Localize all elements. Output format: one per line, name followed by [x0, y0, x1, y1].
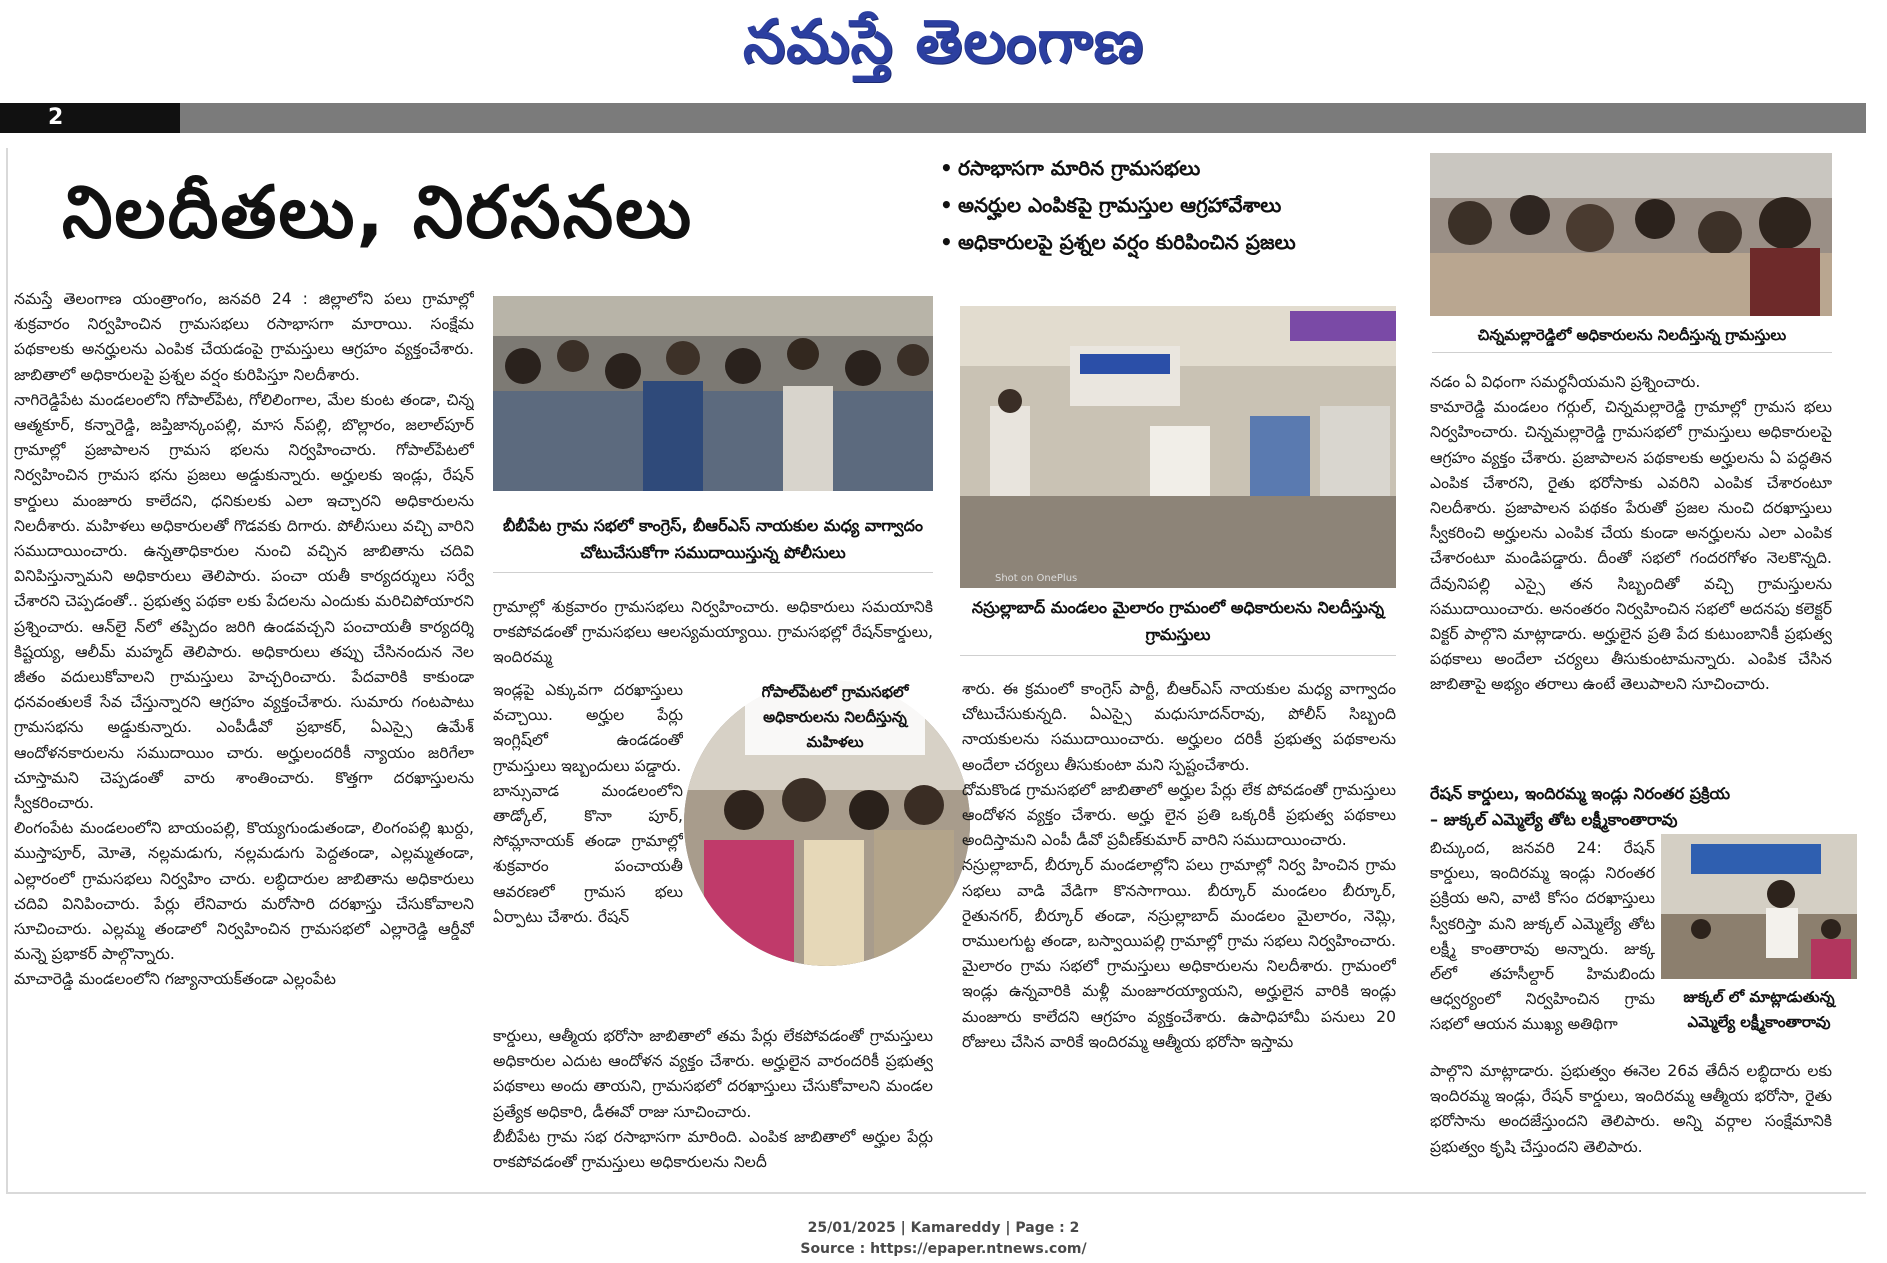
page-number-tab: 2	[0, 103, 180, 133]
caption-bibipet: బీబీపేట గ్రామ సభలో కాంగ్రెస్, బీఆర్‌ఎస్ నాయకుల మధ్య వాగ్వాదం చోటుచేసుకోగా సముదాయిస్తున్న పోలీసులు	[502, 516, 923, 562]
article-column-4-bottom	[1430, 1059, 1832, 1187]
paragraph: కామారెడ్డి మండలం గర్గుల్, చిన్నమల్లారెడ్డి గ్రామాల్లో గ్రామస భలు నిర్వహించారు. చిన్నమల్లారెడ్డి గ్రామసభలో గ్రామస్తులు అధికారులపై ఆగ్రహం వ్యక్తం చేశారు. ప్రజాపాలన పథకాలకు అర్హులను ఏ పద్ధతిన ఎంపిక చేశారని, రైతు భరోసాకు ఎవరిని ఎంపిక చేశారంటూ నిలదీశారు. ప్రజాపాలన పథకం పేరుతో ప్రజల నుంచి దరఖాస్తులు స్వీకరించి అర్హులను ఎంపిక చేయ కుండా అనర్హులను ఎలా ఎంపిక చేశారంటూ మండిపడ్డారు. దీంతో సభలో గందరగోళం నెలకొన్నది. దేవునిపల్లి ఎస్సై తన సిబ్బందితో వచ్చి గ్రామస్తులను సముదాయించారు. అనంతరం నిర్వహించిన సభలో అదనపు కలెక్టర్ విక్టర్ పాల్గొని మాట్లాడారు. అర్హులైన ప్రతి పేద కుటుంబానికీ ప్రభుత్వ పథకాలు అందేలా చర్యలు తీసుకుంటామన్నారు. ఎంపిక చేసిన జాబితాపై అభ్యం తరాలు ఉంటే తెలుపాలని సూచించారు.	[1430, 398, 1832, 694]
deck-item: • అధికారులపై ప్రశ్నల వర్షం కురిపించిన ప్రజలు	[940, 230, 1296, 254]
footer-edition: 25/01/2025 | Kamareddy | Page : 2	[807, 1220, 1080, 1236]
paragraph: నడం ఏ విధంగా సమర్థనీయమని ప్రశ్నించారు.	[1430, 373, 1701, 391]
footer-source: Source : https://epaper.ntnews.com/	[800, 1241, 1087, 1257]
article-column-2-narrow	[493, 678, 683, 1023]
deck-item: • రసాభాసగా మారిన గ్రామసభలు	[940, 156, 1201, 180]
article-column-2-top	[493, 595, 933, 675]
paragraph: బాన్సువాడ మండలంలోని తాడ్కోల్, కొనా పూర్, సోమ్లానాయక్ తండా గ్రామాల్లో శుక్రవారం పంచాయతీ ఆవరణలో గ్రామస భలు ఏర్పాటు చేశారు. రేషన్	[493, 781, 683, 926]
article-column-4-narrow	[1430, 836, 1655, 1056]
paragraph: నమస్తే తెలంగాణ యంత్రాంగం, జనవరి 24 : జిల్లాలోని పలు గ్రామాల్లో శుక్రవారం నిర్వహించిన గ్రామసభలు రసాభాసగా మారాయి. సంక్షేమ పథకాలకు అనర్హులను ఎంపిక చేయడంపై గ్రామస్తులు ఆగ్రహం వ్యక్తంచేశారు. జాబితాలో అధికారులపై ప్రశ్నల వర్షం కురిపిస్తూ నిలదీశారు.	[14, 290, 474, 384]
paragraph: గ్రామాల్లో శుక్రవారం గ్రామసభలు నిర్వహించారు. అధికారులు సమయానికి రాకపోవడంతో గ్రామసభలు ఆలస్యమయ్యాయి. గ్రామసభల్లో రేషన్‌కార్డులు, ఇందిరమ్మ	[493, 598, 933, 667]
paragraph: బిచ్కుంద, జనవరి 24: రేషన్ కార్డులు, ఇందిరమ్మ ఇండ్లు నిరంతర ప్రక్రియ అని, వాటి కోసం దరఖాస్తులు స్వీకరిస్తా మని జుక్కల్ ఎమ్మెల్యే తోట లక్ష్మీ కాంతారావు అన్నారు. జుక్క ల్‌లో తహసీల్దార్ హిమబిందు ఆధ్వర్యంలో నిర్వహించిన గ్రామ సభలో ఆయన ముఖ్య అతిథిగా	[1430, 839, 1655, 1034]
caption-gopalpet: గోపాల్‌పేటలో గ్రామసభలో అధికారులను నిలదీస్తున్న మహిళలు	[745, 680, 925, 755]
headline: నిలదీతలు, నిరసనలు	[62, 170, 694, 254]
article-subhead: రేషన్ కార్డులు, ఇందిరమ్మ ఇండ్లు నిరంతర ప్రక్రియ	[1430, 784, 1731, 803]
paragraph: దోమకొండ గ్రామసభలో జాబితాలో అర్హుల పేర్లు లేక పోవడంతో గ్రామస్తులు ఆందోళన వ్యక్తం చేశారు. అర్హు లైన ప్రతి ఒక్కరికీ ప్రభుత్వ పథకాలు అందిస్తామని ఎంపీ డీవో ప్రవీణ్‌కుమార్ వారిని సముదాయించారు.	[962, 780, 1396, 850]
photo-mylaram	[960, 306, 1396, 588]
paragraph: మాచారెడ్డి మండలంలోని గజ్యానాయక్‌తండా ఎల్లంపేట	[14, 970, 336, 989]
paragraph: కార్డులు, ఆత్మీయ భరోసా జాబితాలో తమ పేర్లు లేకపోవడంతో గ్రామస్తులు అధికారుల ఎదుట ఆందోళన వ్యక్తం చేశారు. అర్హులైన వారందరికీ ప్రభుత్వ పథకాలు అందు తాయని, గ్రామసభలో దరఖాస్తులు చేసుకోవాలని మండల ప్రత్యేక అధికారి, డీఈవో రాజు సూచించారు.	[493, 1027, 933, 1121]
page-frame-left	[6, 148, 8, 1192]
photo-watermark: Shot on OnePlus	[995, 573, 1078, 584]
photo-jukkal-mla	[1661, 834, 1857, 979]
article-column-2-bottom	[493, 1024, 933, 1186]
paragraph: పాల్గొని మాట్లాడారు. ప్రభుత్వం ఈనెల 26వ తేదీన లబ్ధిదారు లకు ఇందిరమ్మ ఇండ్లు, రేషన్ కార్డులు, ఇందిరమ్మ ఆత్మీయ భరోసా, రైతు భరోసాను అందజేస్తుందని తెలిపారు. అన్ని వర్గాల సంక్షేమానికి ప్రభుత్వం కృషి చేస్తుందని తెలిపారు.	[1430, 1062, 1832, 1156]
deck	[940, 150, 1405, 272]
article-column-3	[962, 677, 1396, 1187]
deck-item: • అనర్హుల ఎంపికపై గ్రామస్తుల ఆగ్రహావేశాలు	[940, 193, 1282, 217]
header-bar	[0, 103, 1866, 133]
caption-rule	[493, 572, 933, 573]
masthead: నమస్తే తెలంగాణ	[742, 7, 1145, 77]
paragraph: శారు. ఈ క్రమంలో కాంగ్రెస్ పార్టీ, బీఆర్‌ఎస్ నాయకుల మధ్య వాగ్వాదం చోటుచేసుకున్నది. ఏఎస్సై మధుసూదన్‌రావు, పోలీస్ సిబ్బంది నాయకులను సముదాయించారు. అర్హులం దరికీ ప్రభుత్వ పథకాలను అందేలా చర్యలు తీసుకుంటా మని స్పష్టంచేశారు.	[962, 680, 1396, 774]
article-byline: – జుక్కల్ ఎమ్మెల్యే తోట లక్ష్మీకాంతారావు	[1430, 810, 1678, 829]
footer	[0, 1218, 1887, 1260]
article-column-4-top	[1430, 370, 1832, 780]
caption-chinnamallareddy: చిన్నమల్లారెడ్డిలో అధికారులను నిలదీస్తున్న గ్రామస్తులు	[1477, 326, 1787, 344]
photo-chinnamallareddy	[1430, 153, 1832, 316]
paragraph: ఇండ్లపై ఎక్కువగా దరఖాస్తులు వచ్చాయి. అర్హుల పేర్లు ఇంగ్లిష్‌లో ఉండడంతో గ్రామస్తులు ఇబ్బందులు పడ్డారు.	[493, 681, 683, 775]
paragraph: నస్రుల్లాబాద్, బీర్కూర్ మండలాల్లోని పలు గ్రామాల్లో నిర్వ హించిన గ్రామ సభలు వాడి వేడిగా కొనసాగాయి. బీర్కూర్ మండలం బీర్కూర్, రైతునగర్, బీర్కూర్ తండా, నస్రుల్లాబాద్ మండలం మైలారం, నెమ్లి, రాములగుట్ట తండా, బస్వాయిపల్లి గ్రామాల్లో గ్రామ సభలు నిర్వహించారు. మైలారం గ్రామ సభలో గ్రామస్తులు అధికారులను నిలదీశారు. గ్రామంలో ఇండ్లు ఉన్నవారికి మళ్లీ మంజూరయ్యాయని, అర్హులైన వారికి ఇండ్లు మంజూరు కాలేదని ఆగ్రహం వ్యక్తంచేశారు. ఉపాధిహామీ పనులు 20 రోజులు చేసిన వారికే ఇందిరమ్మ ఆత్మీయ భరోసా ఇస్తామ	[962, 856, 1396, 1051]
photo-bibipet	[493, 296, 933, 491]
caption-mylaram: నస్రుల్లాబాద్ మండలం మైలారం గ్రామంలో అధికారులను నిలదీస్తున్న గ్రామస్తులు	[971, 598, 1385, 644]
caption-rule	[1432, 352, 1832, 353]
paragraph: లింగంపేట మండలంలోని బాయంపల్లి, కొయ్యగుండుతండా, లింగంపల్లి ఖుర్దు, ముస్తాపూర్, మోతె, నల్లమడుగు, నల్లమడుగు పెద్దతండా, ఎల్లమ్మతండా, ఎల్లారంలో గ్రామసభలు నిర్వహిం చారు. లబ్ధిదారుల జాబితాను అధికారులు చదివి వినిపించారు. పేర్లు లేనివారు మరోసారి దరఖాస్తు చేసుకోవాలని సూచించారు. ఎల్లమ్మ తండాలో నిర్వహించిన గ్రామసభలో ఎల్లారెడ్డి ఆర్డీవో మన్నె ప్రభాకర్ పాల్గొన్నారు.	[14, 819, 474, 964]
article-column-1	[14, 287, 474, 1187]
caption-rule	[960, 655, 1396, 656]
paragraph: నాగిరెడ్డిపేట మండలంలోని గోపాల్‌పేట, గోలిలింగాల, మేల కుంట తండా, చిన్న ఆత్మకూర్, కన్నారెడ్డి, జప్తిజాన్కంపల్లి, మాస న్‌పల్లి, బొల్లారం, జలాల్‌పూర్ గ్రామాల్లో ప్రజాపాలన గ్రామస భలను నిర్వహించారు. గోపాల్‌పేటలో నిర్వహించిన గ్రామస భను ప్రజలు అడ్డుకున్నారు. అర్హులకు ఇండ్లు, రేషన్ కార్డులు మంజూరు కాలేదని, ధనికులకు ఎలా ఇచ్చారని అధికారులను నిలదీశారు. మహిళలు అధికారులతో గొడవకు దిగారు. పోలీసులు వచ్చి వారిని సముదాయించారు. ఉన్నతాధికారుల నుంచి వచ్చిన జాబితాను చదివి వినిపిస్తున్నామని అధికారులు తెలిపారు. పంచా యతీ కార్యదర్శులు సర్వే చేశారని చెప్పడంతో.. ప్రభుత్వ పథకా లకు పేదలను ఎందుకు మరిచిపోయారని ప్రశ్నించారు. ఆన్‌లై న్‌లో తప్పిదం జరిగి ఉండవచ్చని పంచాయతీ కార్యదర్శి కిష్టయ్య, ఆలీమ్ మహ్మద్ తెలిపారు. అధికారులు తప్పు చేసినందున నెల జీతం వదులుకోవాలని గ్రామస్తులు హెచ్చరించారు. పేదవారికి కాకుండా ధనవంతులకే సేవ చేస్తున్నారని ఆగ్రహం వ్యక్తంచేశారు. సుమారు గంటపాటు గ్రామసభను అడ్డుకున్నారు. ఎంపీడీవో ప్రభాకర్, ఏఎస్సై ఉమేశ్ ఆందోళనకారులను సముదాయిం చారు. అర్హులందరికీ న్యాయం జరిగేలా చూస్తామని చెప్పడంతో వారు శాంతించారు. కొత్తగా దరఖాస్తులను స్వీకరించారు.	[14, 390, 474, 813]
page-frame-bottom	[6, 1192, 1866, 1194]
caption-jukkal-mla: జుక్కల్ లో మాట్లాడుతున్న ఎమ్మెల్యే లక్ష్మీకాంతారావు	[1683, 988, 1835, 1031]
paragraph: బీబీపేట గ్రామ సభ రసాభాసగా మారింది. ఎంపిక జాబితాలో అర్హుల పేర్లు రాకపోవడంతో గ్రామస్తులు అధికారులను నిలదీ	[493, 1127, 933, 1172]
